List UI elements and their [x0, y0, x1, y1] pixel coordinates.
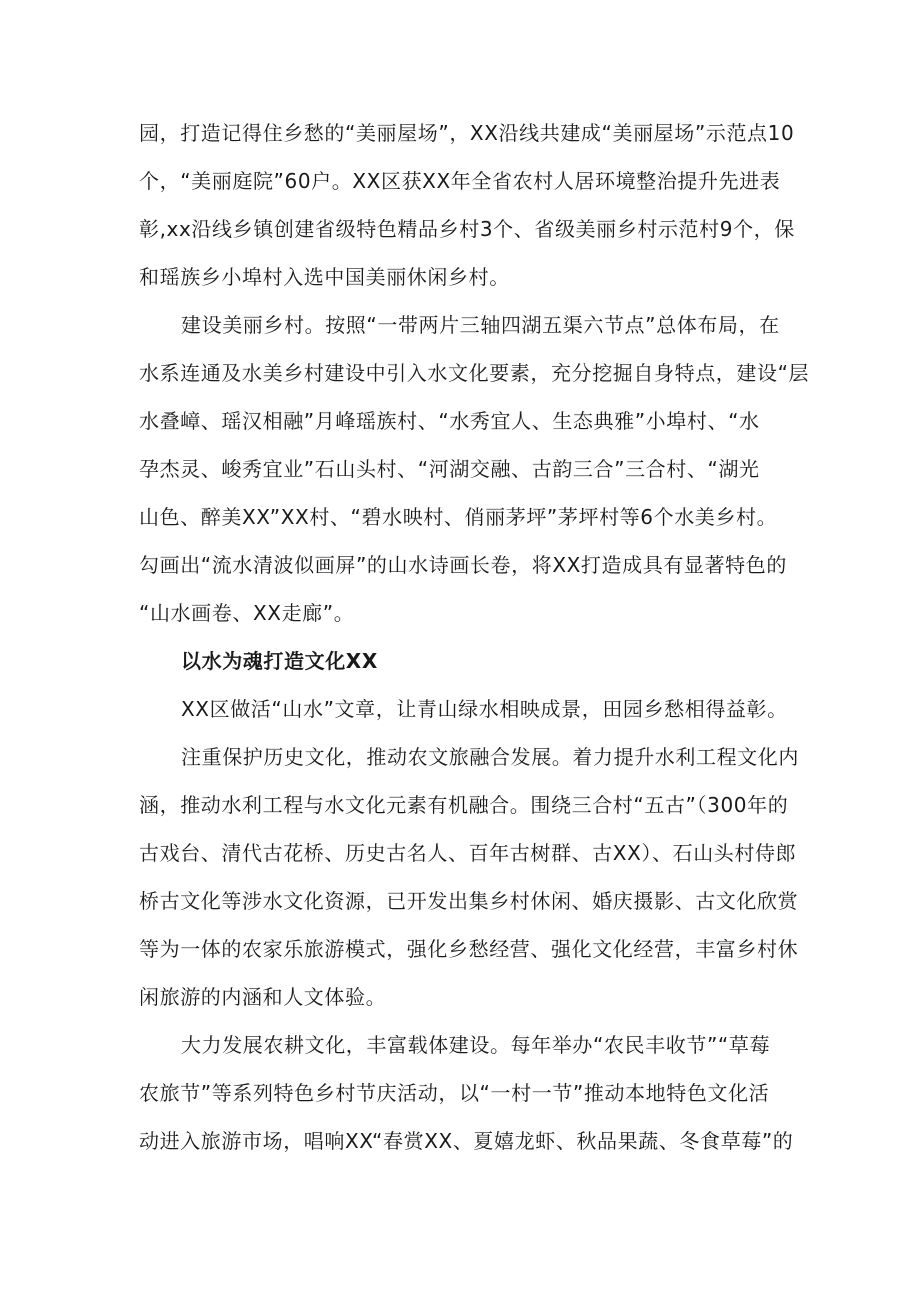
paragraph-1-line-1: 园，打造记得住乡愁的“美丽屋场”，XX沿线共建成“美丽屋场”示范点10	[139, 121, 795, 145]
paragraph-4-line-5: 等为一体的农家乐旅游模式，强化乡愁经营、强化文化经营，丰富乡村休	[139, 937, 799, 961]
paragraph-4-line-6: 闲旅游的内涵和人文体验。	[139, 985, 387, 1009]
paragraph-1-line-2: 个，“美丽庭院”60户。XX区获XX年全省农村人居环境整治提升先进表	[139, 169, 781, 193]
paragraph-1-line-3: 彰,xx沿线乡镇创建省级特色精品乡村3个、省级美丽乡村示范村9个，保	[139, 217, 795, 241]
paragraph-5-line-3: 动进入旅游市场，唱响XX“春赏XX、夏嬉龙虾、秋品果蔬、冬食草莓”的	[139, 1129, 794, 1153]
paragraph-2-line-1: 建设美丽乡村。按照“一带两片三轴四湖五渠六节点”总体布局，在	[181, 313, 780, 337]
paragraph-4-line-2: 涵，推动水利工程与水文化元素有机融合。围绕三合村“五古”（300年的	[139, 793, 789, 817]
paragraph-5-line-1: 大力发展农耕文化，丰富载体建设。每年举办“农民丰收节”“草莓	[181, 1033, 771, 1057]
paragraph-4-line-1: 注重保护历史文化，推动农文旅融合发展。着力提升水利工程文化内	[181, 745, 799, 769]
paragraph-2-line-7: “山水画卷、XX走廊”。	[139, 601, 355, 625]
paragraph-2-line-4: 孕杰灵、峻秀宜业”石山头村、“河湖交融、古韵三合”三合村、“湖光	[139, 457, 760, 481]
paragraph-2-line-2: 水系连通及水美乡村建设中引入水文化要素，充分挖掘自身特点，建设“层	[139, 361, 810, 385]
paragraph-1-line-4: 和瑶族乡小埠村入选中国美丽休闲乡村。	[139, 265, 510, 289]
paragraph-2-line-3: 水叠嶂、瑶汉相融”月峰瑶族村、“水秀宜人、生态典雅”小埠村、“水	[139, 409, 760, 433]
paragraph-4-line-3: 古戏台、清代古花桥、历史古名人、百年古树群、古XX）、石山头村侍郎	[139, 841, 797, 865]
paragraph-3-line-1: XX区做活“山水”文章，让青山绿水相映成景，田园乡愁相得益彰。	[181, 697, 788, 721]
paragraph-2-line-5: 山色、醉美XX”XX村、“碧水映村、俏丽茅坪”茅坪村等6个水美乡村。	[139, 505, 778, 529]
paragraph-2-line-6: 勾画出“流水清波似画屏”的山水诗画长卷，将XX打造成具有显著特色的	[139, 553, 787, 577]
paragraph-5-line-2: 农旅节”等系列特色乡村节庆活动，以“一村一节”推动本地特色文化活	[139, 1081, 770, 1105]
paragraph-4-line-4: 桥古文化等涉水文化资源，已开发出集乡村休闲、婚庆摄影、古文化欣赏	[139, 889, 799, 913]
section-heading: 以水为魂打造文化XX	[181, 649, 378, 673]
